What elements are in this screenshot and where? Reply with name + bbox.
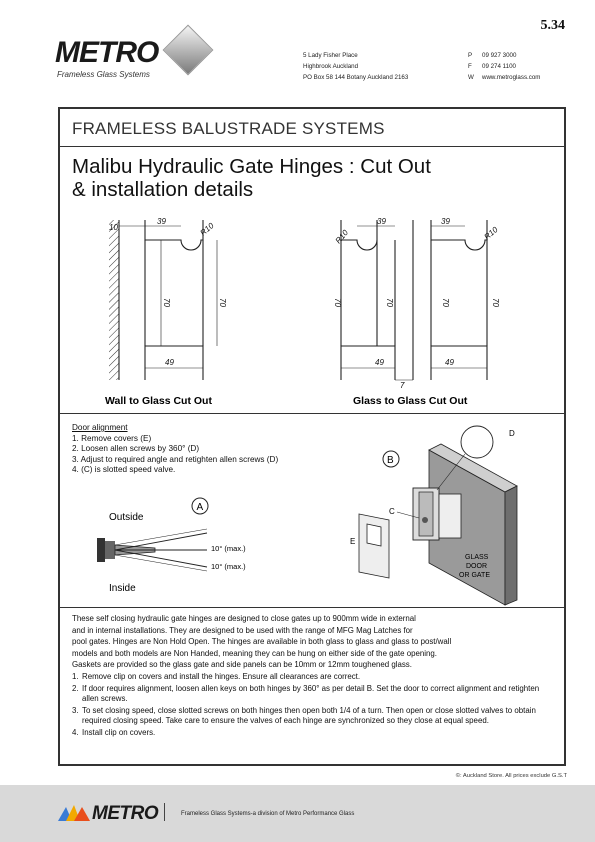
detail-a-marker: A [196,502,204,513]
glass-dimensions [333,217,500,390]
dim-label: 70 [385,298,394,307]
angle-label: 10° (max.) [211,562,246,571]
dim-label: 7 [400,381,405,390]
cutout-drawings [95,210,515,407]
label-e: E [350,537,356,546]
metro-logo: METRO [55,36,159,69]
inside-label: Inside [109,583,136,594]
outside-label: Outside [109,512,144,523]
installation-notes [72,614,552,740]
glass-label: GLASS [465,554,489,561]
door-alignment-heading: Door alignment [72,423,128,432]
page-number: 5.34 [540,18,565,33]
wall-cutout-caption: Wall to Glass Cut Out [105,395,212,407]
dim-label: 70 [218,298,227,307]
dim-label: 49 [375,358,384,367]
glass-label: OR GATE [459,572,490,579]
dim-label: 70 [491,298,500,307]
footer-divider [164,803,165,821]
dim-label: R10 [198,221,216,238]
contact-fax: F 09 274 1100 [468,63,516,70]
logo-diamond-icon [163,25,214,76]
intro-line: and in internal installations. They are designed to be used with the range of MFG Mag Latches for [72,625,413,635]
glass-cutout-caption: Glass to Glass Cut Out [353,395,468,407]
dim-label: R10 [482,225,500,242]
intro-line: models and both models are Non Handed, meaning they can be hung on either side of the gate opening. [72,648,437,658]
contact-phone: P 09 927 3000 [468,52,517,59]
alignment-step: 1. Remove covers (E) [72,433,152,443]
divider [60,146,564,147]
alignment-step: 4. (C) is slotted speed valve. [72,465,176,474]
dim-label: 10 [109,223,118,232]
installation-step: 1. Remove clip on covers and install the hinges. Ensure all clearances are correct. [72,671,361,681]
installation-step: 3. To set closing speed, close slotted screws on both hinges then open both 1/4 of a turn. Then open or close slotted valves to obtain required closing speed. Take care to ensure the valves of each hinge are synchronized so they close at equal speed. [72,705,536,726]
angle-label: 10° (max.) [211,544,246,553]
dim-label: 39 [441,217,450,226]
footer-logo: METRO [92,803,159,824]
copyright-note: ©: Auckland Store. All prices exclude G.S.T [455,773,567,779]
dim-label: 39 [157,217,166,226]
alignment-step: 3. Adjust to required angle and retighten allen screws (D) [72,454,279,464]
title-line: & installation details [72,178,254,201]
label-d: D [509,429,515,438]
title-line: Malibu Hydraulic Gate Hinges : Cut Out [72,155,431,178]
address-line: PO Box 58 144 Botany Auckland 2163 [303,74,409,81]
door-alignment-steps [72,423,278,476]
dim-label: 70 [162,298,171,307]
label-c: C [389,507,395,516]
address-line: 5 Lady Fisher Place [303,52,358,59]
installation-step: 2. If door requires alignment, loosen allen keys on both hinges by 360° as per detail B. Set the door to correct alignment and retighten allen screws. [72,683,540,704]
glass-cutout-drawing [341,220,487,380]
page-title [72,155,431,201]
installation-steps [72,672,552,739]
wall-hatch [109,220,119,380]
cover-e [359,514,389,578]
footer-text: Frameless Glass Systems-a division of Metro Performance Glass [181,811,355,817]
glass-label: DOOR [466,563,487,570]
section-title: FRAMELESS BALUSTRADE SYSTEMS [72,119,385,138]
contact-web: W www.metroglass.com [468,74,541,81]
divider [60,607,564,608]
address-line: Highbrook Auckland [303,63,359,70]
company-contact [468,50,540,83]
dim-label: 49 [445,358,454,367]
installation-step: 4. Install clip on covers. [72,727,156,737]
dim-label: R10 [333,228,350,246]
intro-line: pool gates. Hinges are Non Hold Open. The hinges are available in both glass to glass and glass to post/wall [72,637,452,647]
dim-label: 39 [377,217,386,226]
dim-label: 49 [165,358,174,367]
dim-label: 70 [441,298,450,307]
logo-subtitle: Frameless Glass Systems [57,70,150,79]
company-address [303,50,408,83]
alignment-step: 2. Loosen allen screws by 360° (D) [72,444,200,453]
divider [60,413,564,414]
dim-label: 70 [333,298,342,307]
detail-b-marker: B [387,455,394,466]
intro-line: These self closing hydraulic gate hinges are designed to close gates up to 900mm wide in external [72,614,416,623]
intro-line: Gaskets are provided so the glass gate and side panels can be 10mm or 12mm toughened glass. [72,660,412,670]
hinge-body [97,538,105,562]
footer-logo-icon [58,803,92,821]
detail-a-drawing [95,493,285,605]
detail-b-drawing [345,420,550,605]
